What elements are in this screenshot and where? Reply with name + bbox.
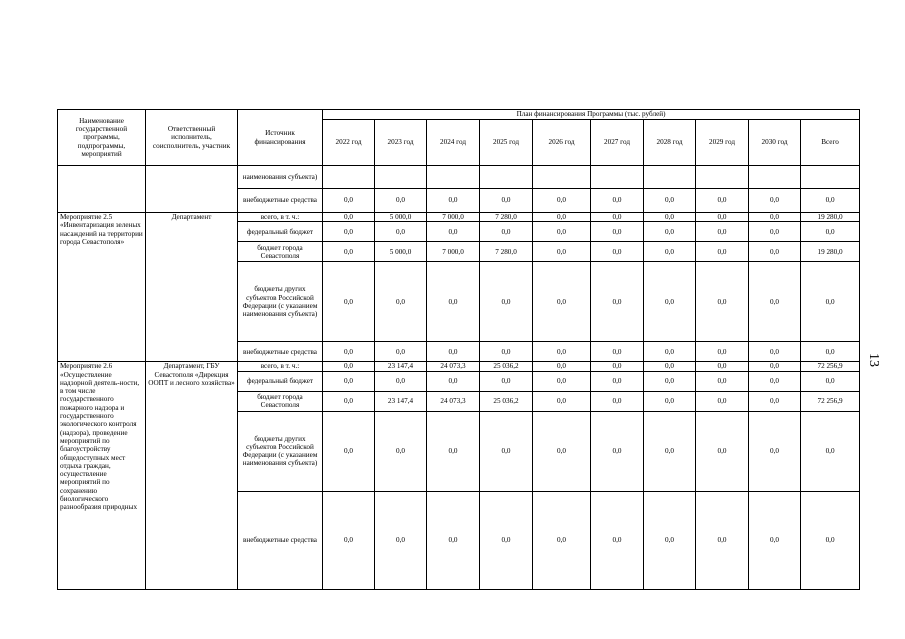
value-cell: 0,0: [480, 262, 533, 342]
value-cell: 0,0: [323, 189, 375, 213]
value-cell: 7 000,0: [427, 242, 480, 262]
value-cell: [480, 166, 533, 189]
value-cell: 0,0: [801, 342, 860, 362]
value-cell: [644, 166, 696, 189]
table-body: [58, 110, 860, 590]
value-cell: 0,0: [591, 213, 644, 222]
value-cell: 24 073,3: [427, 362, 480, 371]
source-cell: внебюджетные средства: [238, 491, 323, 589]
source-cell: бюджет города Севастополя: [238, 391, 323, 411]
page-number: 13: [866, 353, 881, 367]
value-cell: 0,0: [323, 342, 375, 362]
value-cell: 0,0: [533, 391, 591, 411]
value-cell: 25 036,2: [480, 362, 533, 371]
value-cell: 0,0: [427, 491, 480, 589]
value-cell: 0,0: [749, 491, 801, 589]
value-cell: 0,0: [591, 391, 644, 411]
plan-header: План финансирования Программы (тыс. рублей): [323, 110, 860, 120]
value-cell: 0,0: [591, 222, 644, 242]
value-cell: 0,0: [644, 362, 696, 371]
year-header: 2023 год: [375, 120, 427, 166]
value-cell: 0,0: [591, 491, 644, 589]
value-cell: 0,0: [749, 362, 801, 371]
value-cell: 0,0: [749, 213, 801, 222]
activity-name-cell: [58, 166, 146, 213]
value-cell: 7 280,0: [480, 213, 533, 222]
year-header: 2026 год: [533, 120, 591, 166]
value-cell: 0,0: [644, 411, 696, 491]
year-header: 2025 год: [480, 120, 533, 166]
value-cell: 0,0: [801, 411, 860, 491]
value-cell: 0,0: [323, 391, 375, 411]
value-cell: 0,0: [749, 262, 801, 342]
value-cell: 0,0: [323, 491, 375, 589]
value-cell: 0,0: [591, 371, 644, 391]
value-cell: 0,0: [644, 213, 696, 222]
value-cell: 0,0: [644, 342, 696, 362]
value-cell: 0,0: [533, 213, 591, 222]
responsible-column-header: Ответственный исполнитель, соисполнитель, участник: [146, 110, 238, 166]
value-cell: 0,0: [696, 371, 749, 391]
value-cell: 0,0: [480, 342, 533, 362]
value-cell: 0,0: [749, 411, 801, 491]
value-cell: 0,0: [696, 213, 749, 222]
value-cell: 0,0: [591, 242, 644, 262]
value-cell: 0,0: [801, 262, 860, 342]
value-cell: 0,0: [591, 262, 644, 342]
value-cell: 0,0: [323, 371, 375, 391]
table-row: [58, 213, 860, 222]
value-cell: 0,0: [427, 189, 480, 213]
value-cell: 0,0: [644, 391, 696, 411]
value-cell: [533, 166, 591, 189]
value-cell: 23 147,4: [375, 362, 427, 371]
value-cell: 0,0: [696, 491, 749, 589]
value-cell: 0,0: [533, 242, 591, 262]
value-cell: 0,0: [644, 242, 696, 262]
value-cell: 7 280,0: [480, 242, 533, 262]
value-cell: 5 000,0: [375, 213, 427, 222]
value-cell: 0,0: [480, 189, 533, 213]
value-cell: 0,0: [696, 362, 749, 371]
value-cell: 19 280,0: [801, 242, 860, 262]
year-header: 2029 год: [696, 120, 749, 166]
value-cell: 0,0: [696, 342, 749, 362]
value-cell: 0,0: [644, 371, 696, 391]
value-cell: 0,0: [801, 371, 860, 391]
value-cell: 0,0: [749, 189, 801, 213]
value-cell: 0,0: [533, 262, 591, 342]
source-cell: наименования субъекта): [238, 166, 323, 189]
value-cell: 0,0: [644, 222, 696, 242]
value-cell: 0,0: [427, 262, 480, 342]
value-cell: 0,0: [696, 262, 749, 342]
value-cell: 0,0: [591, 189, 644, 213]
value-cell: 0,0: [480, 411, 533, 491]
value-cell: 0,0: [480, 222, 533, 242]
source-cell: бюджеты других субъектов Российской Федерации (с указанием наименования субъекта): [238, 262, 323, 342]
value-cell: 72 256,9: [801, 362, 860, 371]
value-cell: 0,0: [696, 242, 749, 262]
value-cell: 0,0: [323, 222, 375, 242]
value-cell: 0,0: [323, 213, 375, 222]
value-cell: 0,0: [480, 491, 533, 589]
value-cell: 19 280,0: [801, 213, 860, 222]
year-header: 2024 год: [427, 120, 480, 166]
year-header: 2030 год: [749, 120, 801, 166]
value-cell: 0,0: [427, 222, 480, 242]
value-cell: 25 036,2: [480, 391, 533, 411]
value-cell: 0,0: [644, 491, 696, 589]
source-cell: внебюджетные средства: [238, 189, 323, 213]
value-cell: 0,0: [375, 491, 427, 589]
value-cell: 72 256,9: [801, 391, 860, 411]
source-cell: всего, в т. ч.:: [238, 213, 323, 222]
value-cell: 0,0: [480, 371, 533, 391]
name-column-header: Наименование государственной программы, подпрограммы, мероприятий: [58, 110, 146, 166]
value-cell: 0,0: [533, 222, 591, 242]
responsible-cell: [146, 166, 238, 213]
value-cell: 0,0: [749, 242, 801, 262]
value-cell: 0,0: [696, 391, 749, 411]
value-cell: [591, 166, 644, 189]
value-cell: 0,0: [375, 371, 427, 391]
value-cell: [696, 166, 749, 189]
value-cell: 0,0: [375, 342, 427, 362]
value-cell: 0,0: [749, 371, 801, 391]
value-cell: 24 073,3: [427, 391, 480, 411]
value-cell: 0,0: [801, 491, 860, 589]
value-cell: 0,0: [644, 189, 696, 213]
value-cell: 0,0: [591, 362, 644, 371]
value-cell: 0,0: [533, 491, 591, 589]
responsible-cell: Департамент, ГБУ Севастополя «Дирекция ООПТ и лесного хозяйства»: [146, 362, 238, 589]
value-cell: 0,0: [533, 342, 591, 362]
value-cell: 0,0: [427, 371, 480, 391]
source-cell: федеральный бюджет: [238, 371, 323, 391]
value-cell: [427, 166, 480, 189]
value-cell: 0,0: [323, 362, 375, 371]
value-cell: 0,0: [323, 411, 375, 491]
value-cell: 0,0: [696, 222, 749, 242]
table-row: [58, 362, 860, 371]
value-cell: [375, 166, 427, 189]
value-cell: 0,0: [375, 262, 427, 342]
value-cell: 0,0: [323, 262, 375, 342]
header-row: [58, 110, 860, 120]
value-cell: 0,0: [533, 189, 591, 213]
value-cell: 0,0: [696, 189, 749, 213]
value-cell: 0,0: [375, 222, 427, 242]
value-cell: 0,0: [749, 342, 801, 362]
value-cell: 0,0: [533, 411, 591, 491]
value-cell: [323, 166, 375, 189]
value-cell: [801, 166, 860, 189]
responsible-cell: Департамент: [146, 213, 238, 362]
carryover-row: [58, 166, 860, 189]
activity-name-cell: Мероприятие 2.6 «Осуществление надзорной деятель-ности, в том числе государственного пожарного надзора и государственного экологического контроля (надзора), проведение мероприятий по благоустройству общедоступных мест отдыха граждан, осуществление мероприятий по сохранению биологического разнообразия природных: [58, 362, 146, 589]
year-header: 2027 год: [591, 120, 644, 166]
source-cell: внебюджетные средства: [238, 342, 323, 362]
value-cell: 0,0: [696, 411, 749, 491]
value-cell: 0,0: [427, 411, 480, 491]
value-cell: [749, 166, 801, 189]
value-cell: 0,0: [749, 391, 801, 411]
value-cell: 23 147,4: [375, 391, 427, 411]
value-cell: 0,0: [801, 189, 860, 213]
value-cell: 0,0: [427, 342, 480, 362]
value-cell: 7 000,0: [427, 213, 480, 222]
value-cell: 0,0: [323, 242, 375, 262]
year-header: Всего: [801, 120, 860, 166]
value-cell: 0,0: [533, 371, 591, 391]
value-cell: 0,0: [801, 222, 860, 242]
value-cell: 0,0: [533, 362, 591, 371]
value-cell: 0,0: [644, 262, 696, 342]
year-header: 2022 год: [323, 120, 375, 166]
source-cell: бюджеты других субъектов Российской Федерации (с указанием наименования субъекта): [238, 411, 323, 491]
year-header: 2028 год: [644, 120, 696, 166]
source-column-header: Источник финансирования: [238, 110, 323, 166]
source-cell: бюджет города Севастополя: [238, 242, 323, 262]
value-cell: 0,0: [375, 189, 427, 213]
activity-name-cell: Мероприятие 2.5 «Инвентаризация зеленых насаждений на территории города Севастополя»: [58, 213, 146, 362]
value-cell: 0,0: [591, 342, 644, 362]
value-cell: 0,0: [749, 222, 801, 242]
value-cell: 0,0: [591, 411, 644, 491]
value-cell: 5 000,0: [375, 242, 427, 262]
financing-plan-table: [57, 109, 860, 590]
source-cell: всего, в т. ч.:: [238, 362, 323, 371]
value-cell: 0,0: [375, 411, 427, 491]
source-cell: федеральный бюджет: [238, 222, 323, 242]
